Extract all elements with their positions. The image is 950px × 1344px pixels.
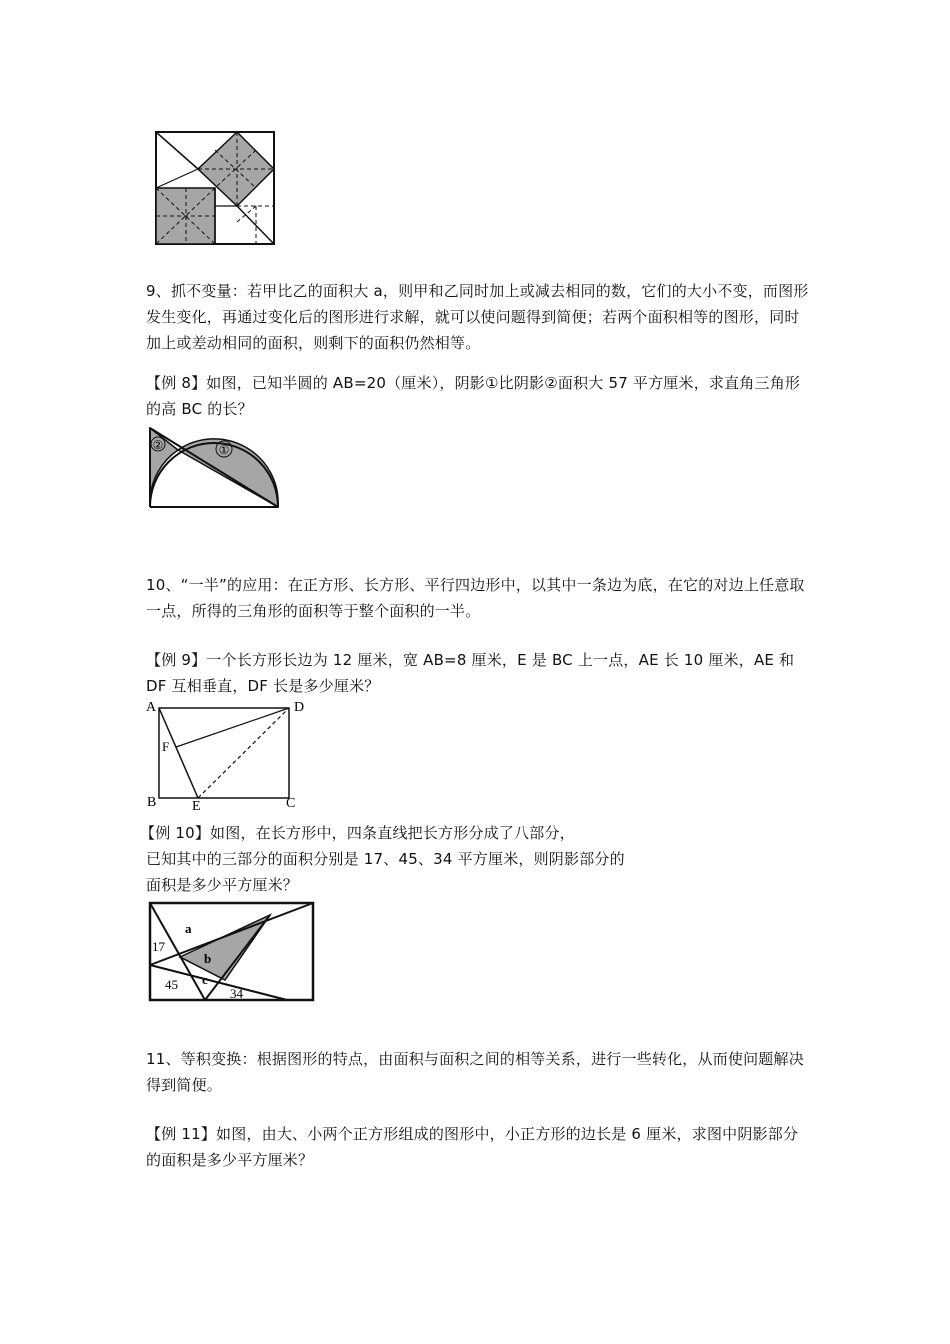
label-f: F xyxy=(162,739,170,754)
label-e: E xyxy=(192,799,201,814)
label-part-a: a xyxy=(185,921,192,936)
label-b: B xyxy=(147,795,157,810)
eight-parts-figure xyxy=(145,897,320,1005)
label-a: A xyxy=(146,700,157,715)
rectangle-abcd-figure xyxy=(140,694,315,814)
semicircle-figure xyxy=(145,424,285,514)
example-8-text: 【例 8】如图，已知半圆的 AB=20（厘米），阴影①比阴影②面积大 57 平方厘米，求直角三角形的高 BC 的长？ xyxy=(146,374,801,418)
example-10-line-2: 已知其中的三部分的面积分别是 17、45、34 平方厘米，则阴影部分的 xyxy=(146,850,625,868)
label-part-34: 34 xyxy=(230,986,243,1001)
label-part-45: 45 xyxy=(165,977,178,992)
example-10-line-3: 面积是多少平方厘米？ xyxy=(146,876,299,894)
label-part-c: c xyxy=(202,972,208,987)
example-10-line-1: 【例 10】如图，在长方形中，四条直线把长方形分成了八部分， xyxy=(140,824,575,842)
example-11-text: 【例 11】如图，由大、小两个正方形组成的图形中，小正方形的边长是 6 厘米，求图中阴影部分的面积是多少平方厘米？ xyxy=(146,1125,799,1169)
label-part-17: 17 xyxy=(152,939,165,954)
label-d: D xyxy=(294,700,305,715)
label-part-b: b xyxy=(204,951,212,966)
example-9-text: 【例 9】一个长方形长边为 12 厘米，宽 AB=8 厘米，E 是 BC 上一点，AE 长 10 厘米，AE 和 DF 互相垂直，DF 长是多少厘米？ xyxy=(146,651,795,695)
label-region-2: ② xyxy=(152,438,164,452)
label-region-1: ① xyxy=(218,443,230,457)
section-9-text: 9、抓不变量：若甲比乙的面积大 a，则甲和乙同时加上或减去相同的数，它们的大小不变，而图形发生变化，再通过变化后的图形进行求解，就可以使问题得到简便；若两个面积相等的图形，同时加上或差动相同的面积，则剩下的面积仍然相等。 xyxy=(146,282,809,352)
label-c: C xyxy=(286,796,296,811)
square-pattern-figure xyxy=(150,126,280,250)
section-10-text: 10、“一半”的应用：在正方形、长方形、平行四边形中，以其中一条边为底，在它的对边上任意取一点，所得的三角形的面积等于整个面积的一半。 xyxy=(146,576,805,620)
section-11-text: 11、等积变换：根据图形的特点，由面积与面积之间的相等关系，进行一些转化，从而使问题解决得到简便。 xyxy=(146,1050,804,1094)
